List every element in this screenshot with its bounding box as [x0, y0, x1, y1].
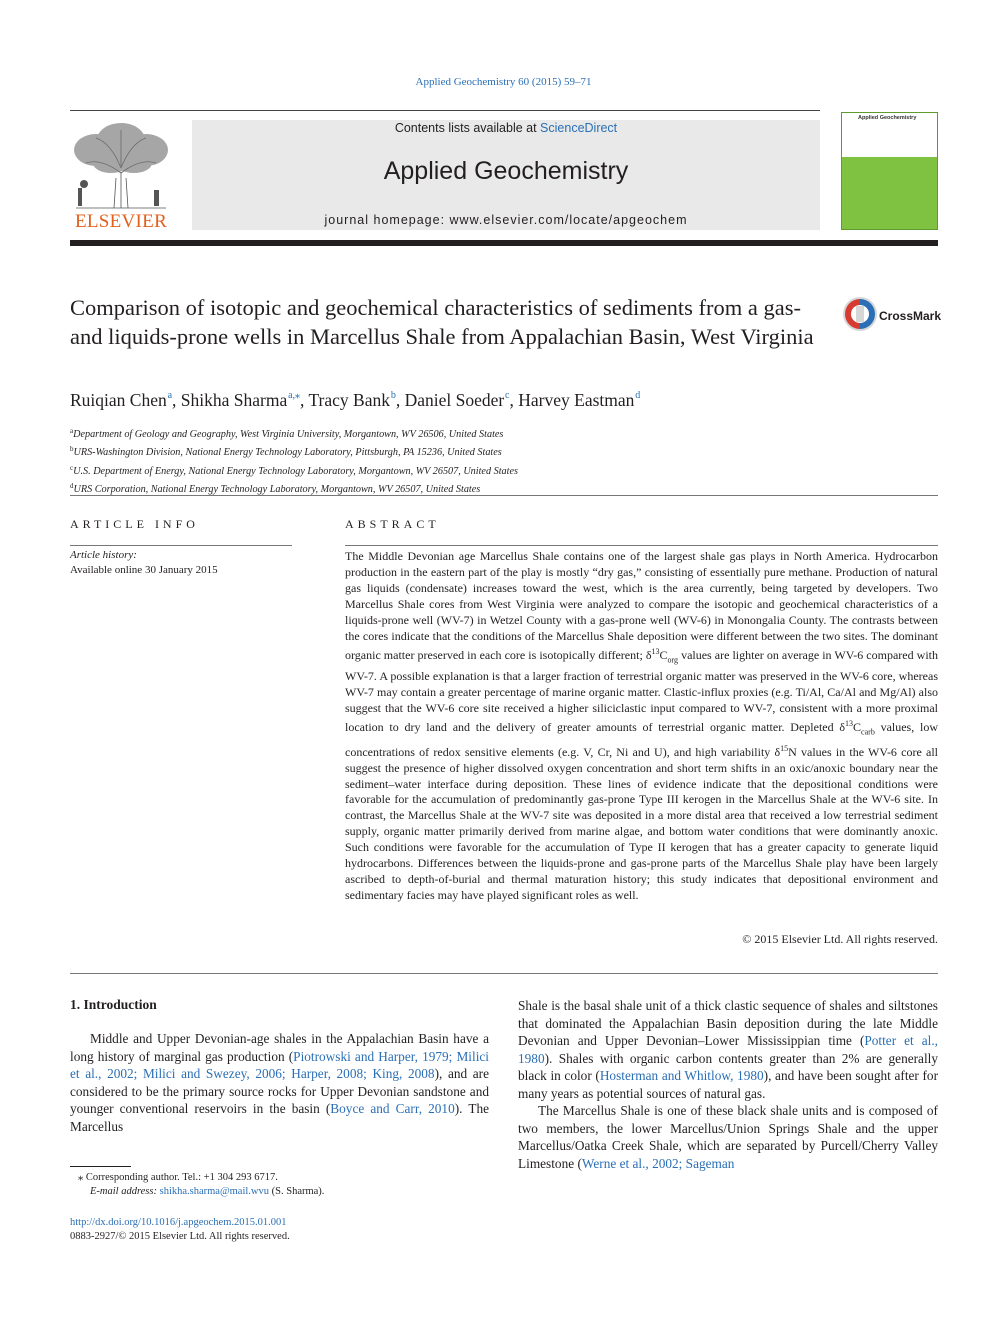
issn-copyright: 0883-2927/© 2015 Elsevier Ltd. All rights reserved. — [70, 1231, 290, 1242]
author-name[interactable]: Harvey Eastman — [518, 390, 635, 410]
paragraph: The Marcellus Shale is one of these black shale units and is composed of two members, the lower Marcellus/Union Springs Shale and the upper Marcellus/Oatka Creek Shale, which are separated by Purcell/Cherry Valley Limestone (Werne et al., 2002; Sageman — [518, 1103, 938, 1171]
author-affiliation-marker[interactable]: d — [635, 390, 641, 401]
abstract-heading: ABSTRACT — [345, 517, 440, 531]
journal-homepage[interactable]: journal homepage: www.elsevier.com/locate/apgeochem — [324, 213, 688, 227]
crossmark-icon[interactable] — [842, 296, 878, 332]
contents-prefix: Contents lists available at — [394, 121, 541, 135]
citation-link[interactable]: Hosterman and Whitlow, 1980 — [599, 1068, 764, 1083]
introduction-column-left: Middle and Upper Devonian-age shales in the Appalachian Basin have a long history of marginal gas production (Piotrowski and Harper, 1979; Milici et al., 2002; Milici and Swezey, 2006; Harper, 2008; King, 2008), and are considered to be the primary source rocks for Upper Devonian sandstone and younger conventional reservoirs in the basin (Boyce and Carr, 2010). The Marcellus — [70, 1031, 489, 1134]
top-rule — [70, 110, 820, 111]
journal-citation-link[interactable]: Applied Geochemistry 60 (2015) 59–71 — [415, 76, 592, 88]
author-name[interactable]: Shikha Sharma — [180, 390, 288, 410]
article-title: Comparison of isotopic and geochemical characteristics of sediments from a gas- and liquids-prone wells in Marcellus Shale from Appalachian Basin, West Virginia — [70, 295, 814, 349]
elsevier-wordmark: ELSEVIER — [74, 211, 168, 232]
article-history-value: Available online 30 January 2015 — [70, 564, 218, 576]
article-history-label: Article history: — [70, 549, 137, 561]
citation-link[interactable]: Potter et al., 1980 — [518, 1033, 938, 1066]
author-name[interactable]: Tracy Bank — [308, 390, 390, 410]
author-name[interactable]: Daniel Soeder — [404, 390, 505, 410]
citation-link[interactable]: Werne et al., 2002; Sageman — [581, 1155, 735, 1171]
email-link[interactable]: shikha.sharma@mail.wvu — [159, 1186, 270, 1197]
author-affiliation-marker[interactable]: a — [167, 390, 173, 401]
affiliation-list — [70, 424, 770, 498]
header-thick-rule — [70, 240, 938, 246]
abstract-copyright: © 2015 Elsevier Ltd. All rights reserved. — [742, 932, 938, 946]
author-name[interactable]: Ruiqian Chen — [70, 390, 167, 410]
sciencedirect-link[interactable]: ScienceDirect — [540, 121, 618, 135]
cover-title: Applied Geochemistry — [858, 115, 917, 121]
introduction-column-right — [518, 997, 938, 1172]
section-divider — [70, 495, 938, 496]
citation-link[interactable]: Piotrowski and Harper, 1979; Milici et al., 2002; Milici and Swezey, 2006; Harper, 2008; King, 2008 — [70, 1048, 489, 1081]
journal-name: Applied Geochemistry — [383, 157, 629, 185]
author-affiliation-marker[interactable]: c — [505, 390, 510, 401]
abstract-rule — [345, 545, 938, 546]
article-info-rule — [70, 545, 292, 546]
author-affiliation-marker[interactable]: b — [390, 390, 396, 401]
paragraph: Shale is the basal shale unit of a thick clastic sequence of shales and siltstones that dominated the Appalachian Basin deposition during the late Middle Devonian and Upper Devonian–Lower Mississippian time (Potter et al., 1980). Shales with organic carbon contents greater than 2% are generally black in color (Hosterman and Whitlow, 1980), and have been sought after for many years as potential sources of natural gas. — [518, 998, 938, 1101]
section-divider — [70, 973, 938, 974]
crossmark-label[interactable]: CrossMark — [879, 309, 942, 323]
author-list: Ruiqian Chen $^a$, Shikha Sharma $^{a,⁎}$, Tracy Bank $^b$, Daniel Soeder $^c$, Harvey Eastman $^d$ — [70, 390, 641, 410]
affiliation-item: $^b$URS-Washington Division, National Energy Technology Laboratory, Pittsburgh, PA 15236, United States — [70, 445, 502, 459]
introduction-heading: 1. Introduction — [70, 997, 157, 1012]
footnote-rule — [70, 1166, 131, 1167]
doi-link[interactable]: http://dx.doi.org/10.1016/j.apgeochem.2015.01.001 — [70, 1217, 287, 1228]
author-affiliation-marker[interactable]: a,⁎ — [288, 390, 301, 401]
affiliation-item: $^c$U.S. Department of Energy, National Energy Technology Laboratory, Morgantown, WV 26507, United States — [70, 463, 518, 477]
article-info-heading: ARTICLE INFO — [70, 517, 199, 531]
corresponding-author-note: ⁎ Corresponding author. Tel.: +1 304 293 6717. — [78, 1172, 278, 1183]
email-note: E-mail address: shikha.sharma@mail.wvu (S. Sharma). — [90, 1186, 325, 1197]
abstract-body: The Middle Devonian age Marcellus Shale contains one of the largest shale gas plays in North America. Hydrocarbon production in the eastern part of the play is mostly “dry gas,” consisting of essentially pure methane. Production of natural gas liquids (condensate) increases toward the west, which is the area currently, being targeted by developers. Two Marcellus Shale cores from West Virginia were analyzed to compare the isotopic and geochemical characteristics of a liquids-prone well (WV-7) in Wetzel County with a gas-prone well (WV-6) in Monongalia County. The contrasts between the cores indicate that the conditions of the Marcellus Shale deposition were different between the two sites. The dominant organic matter preserved in each core is isotopically different; $\delta^{13}C_{org}$ values are lighter on average in WV-6 compared with WV-7. A possible explanation is that a larger fraction of terrestrial organic matter was preserved in the WV-6 core, whereas WV-7 may contain a greater percentage of marine organic matter. Clastic-influx proxies (e.g. Ti/Al, Ca/Al and Mg/Al) also suggest that the WV-6 core site received a higher siliciclastic input compared to WV-7, consistent with a more proximal location to dry land and the delivery of greater amounts of terrestrial organic matter. Depleted $\delta^{13}C_{carb}$ values, low concentrations of redox sensitive elements (e.g. V, Cr, Ni and U), and high variability $\delta^{15}N$ values in the WV-6 core all suggest the presence of higher dissolved oxygen concentration and short term shifts in an oxic/anoxic boundary near the sediment–water interface during deposition. These lines of evidence indicate that the depositional conditions were favorable for the accumulation of predominantly gas-prone Type III kerogen in the Marcellus Shale at the WV-6 site. In contrast, the Marcellus Shale at the WV-7 site was deposited in a more distal area that received a low terrestrial sediment supply, organic matter primarily derived from marine algae, and bottom water conditions that were dominantly anoxic. Such conditions were favorable for the accumulation of Type II kerogen that has a greater capacity to generate liquid hydrocarbons. Differences between the liquids-prone and gas-prone parts of the Marcellus Shale play have been largely ascribed to depth-of-burial and thermal maturation history; this study indicates that depositional environment and sedimentary facies may have played significant roles as well. — [345, 549, 938, 902]
affiliation-item: $^a$Department of Geology and Geography, West Virginia University, Morgantown, WV 26506, United States — [70, 427, 504, 440]
citation-link[interactable]: Boyce and Carr, 2010 — [330, 1101, 455, 1116]
contents-line — [192, 121, 820, 135]
affiliation-item: $^d$URS Corporation, National Energy Technology Laboratory, Morgantown, WV 26507, United States — [70, 482, 481, 496]
